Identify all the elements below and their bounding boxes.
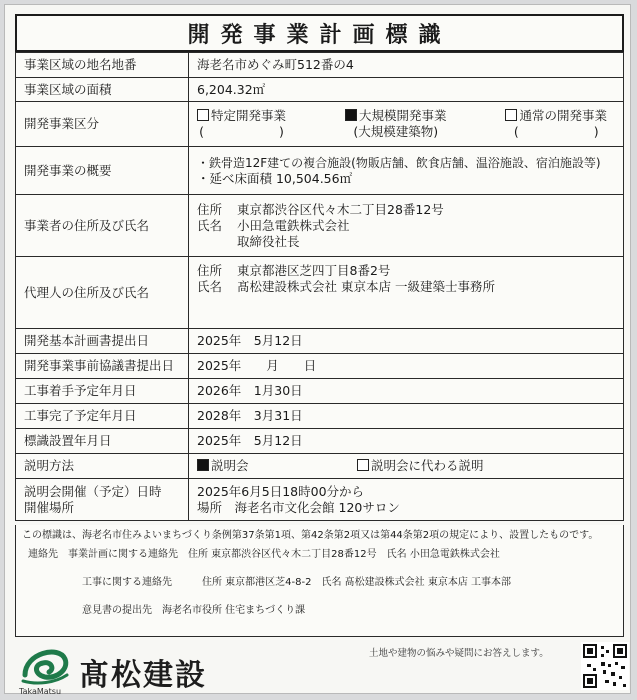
info-table <box>15 52 624 521</box>
label-area: 事業区域の面積 <box>16 78 189 102</box>
label-business-owner: 事業者の住所及び氏名 <box>16 195 189 257</box>
row-category <box>16 102 624 147</box>
value-category <box>189 102 624 147</box>
value-plan-submit: 2025年 5月12日 <box>189 329 624 354</box>
qr-code-icon[interactable] <box>581 642 629 690</box>
row-area <box>16 78 624 102</box>
value-business-owner: 住所 東京都渋谷区代々木二丁目28番12号 氏名 小田急電鉄株式会社 取締役社長 <box>189 195 624 257</box>
label-start: 工事着手予定年月日 <box>16 379 189 404</box>
category-option-large: 大規模開発事業 (大規模建築物) <box>345 108 447 140</box>
sign-board <box>4 4 631 694</box>
value-start: 2026年 1月30日 <box>189 379 624 404</box>
checkbox-alternative <box>357 459 369 471</box>
row-prior-consult <box>16 354 624 379</box>
value-sign-set: 2025年 5月12日 <box>189 429 624 454</box>
label-sign-set: 標識設置年月日 <box>16 429 189 454</box>
value-complete: 2028年 3月31日 <box>189 404 624 429</box>
footer-message: 土地や建物の悩みや疑問にお答えします。 <box>369 648 549 659</box>
row-start <box>16 379 624 404</box>
title-box <box>15 14 624 52</box>
row-plan-submit <box>16 329 624 354</box>
label-prior-consult: 開発事業事前協議書提出日 <box>16 354 189 379</box>
value-meeting: 2025年6月5日18時00分から 場所 海老名市文化会館 120サロン <box>189 479 624 521</box>
method-option-meeting: 説明会 <box>197 458 357 474</box>
value-method <box>189 454 624 479</box>
checkbox-meeting-checked <box>197 459 209 471</box>
label-method: 説明方法 <box>16 454 189 479</box>
row-meeting <box>16 479 624 521</box>
value-location: 海老名市めぐみ町512番の4 <box>189 53 624 78</box>
label-plan-submit: 開発基本計画書提出日 <box>16 329 189 354</box>
label-overview: 開発事業の概要 <box>16 147 189 195</box>
checkbox-large-checked <box>345 109 357 121</box>
value-overview: ・鉄骨造12F建ての複合施設(物販店舗、飲食店舗、温浴施設、宿泊施設等) ・延べ床面積 10,504.56㎡ <box>189 147 624 195</box>
value-agent: 住所 東京都港区芝四丁目8番2号 氏名 髙松建設株式会社 東京本店 一級建築士事務所 <box>189 257 624 329</box>
opinion-contact: 意見書の提出先 海老名市役所 住宅まちづくり課 <box>82 605 306 616</box>
category-option-normal: 通常の開発事業 ( ) <box>505 108 607 140</box>
label-complete: 工事完了予定年月日 <box>16 404 189 429</box>
row-method <box>16 454 624 479</box>
value-area: 6,204.32㎡ <box>189 78 624 102</box>
label-category: 開発事業区分 <box>16 102 189 147</box>
company-name-en: TakaMatsu <box>19 687 62 696</box>
plan-contact: 連絡先 事業計画に関する連絡先 住所 東京都渋谷区代々木二丁目28番12号 氏名 小田急電鉄株式会社 <box>28 549 500 560</box>
footer <box>9 641 636 699</box>
takamatsu-logo-icon <box>19 645 71 685</box>
label-agent: 代理人の住所及び氏名 <box>16 257 189 329</box>
category-option-specific: 特定開発事業 ( ) <box>197 108 286 140</box>
value-prior-consult: 2025年 月 日 <box>189 354 624 379</box>
method-option-alternative: 説明会に代わる説明 <box>357 458 517 474</box>
sign-title: 開発事業計画標識 <box>187 22 452 48</box>
company-name: 髙松建設 <box>79 658 207 693</box>
row-location <box>16 53 624 78</box>
checkbox-normal <box>505 109 517 121</box>
row-complete <box>16 404 624 429</box>
label-location: 事業区域の地名地番 <box>16 53 189 78</box>
label-meeting: 説明会開催（予定）日時 開催場所 <box>16 479 189 521</box>
notes-box <box>15 525 624 637</box>
legal-note: この標識は、海老名市住みよいまちづくり条例第37条第1項、第42条第2項又は第44条第2項の規定により、設置したものです。 <box>22 530 599 541</box>
work-contact: 工事に関する連絡先 住所 東京都港区芝4-8-2 氏名 髙松建設株式会社 東京本店 工事本部 <box>82 577 512 588</box>
row-agent <box>16 257 624 329</box>
row-business-owner <box>16 195 624 257</box>
row-sign-set <box>16 429 624 454</box>
checkbox-specific <box>197 109 209 121</box>
row-overview <box>16 147 624 195</box>
